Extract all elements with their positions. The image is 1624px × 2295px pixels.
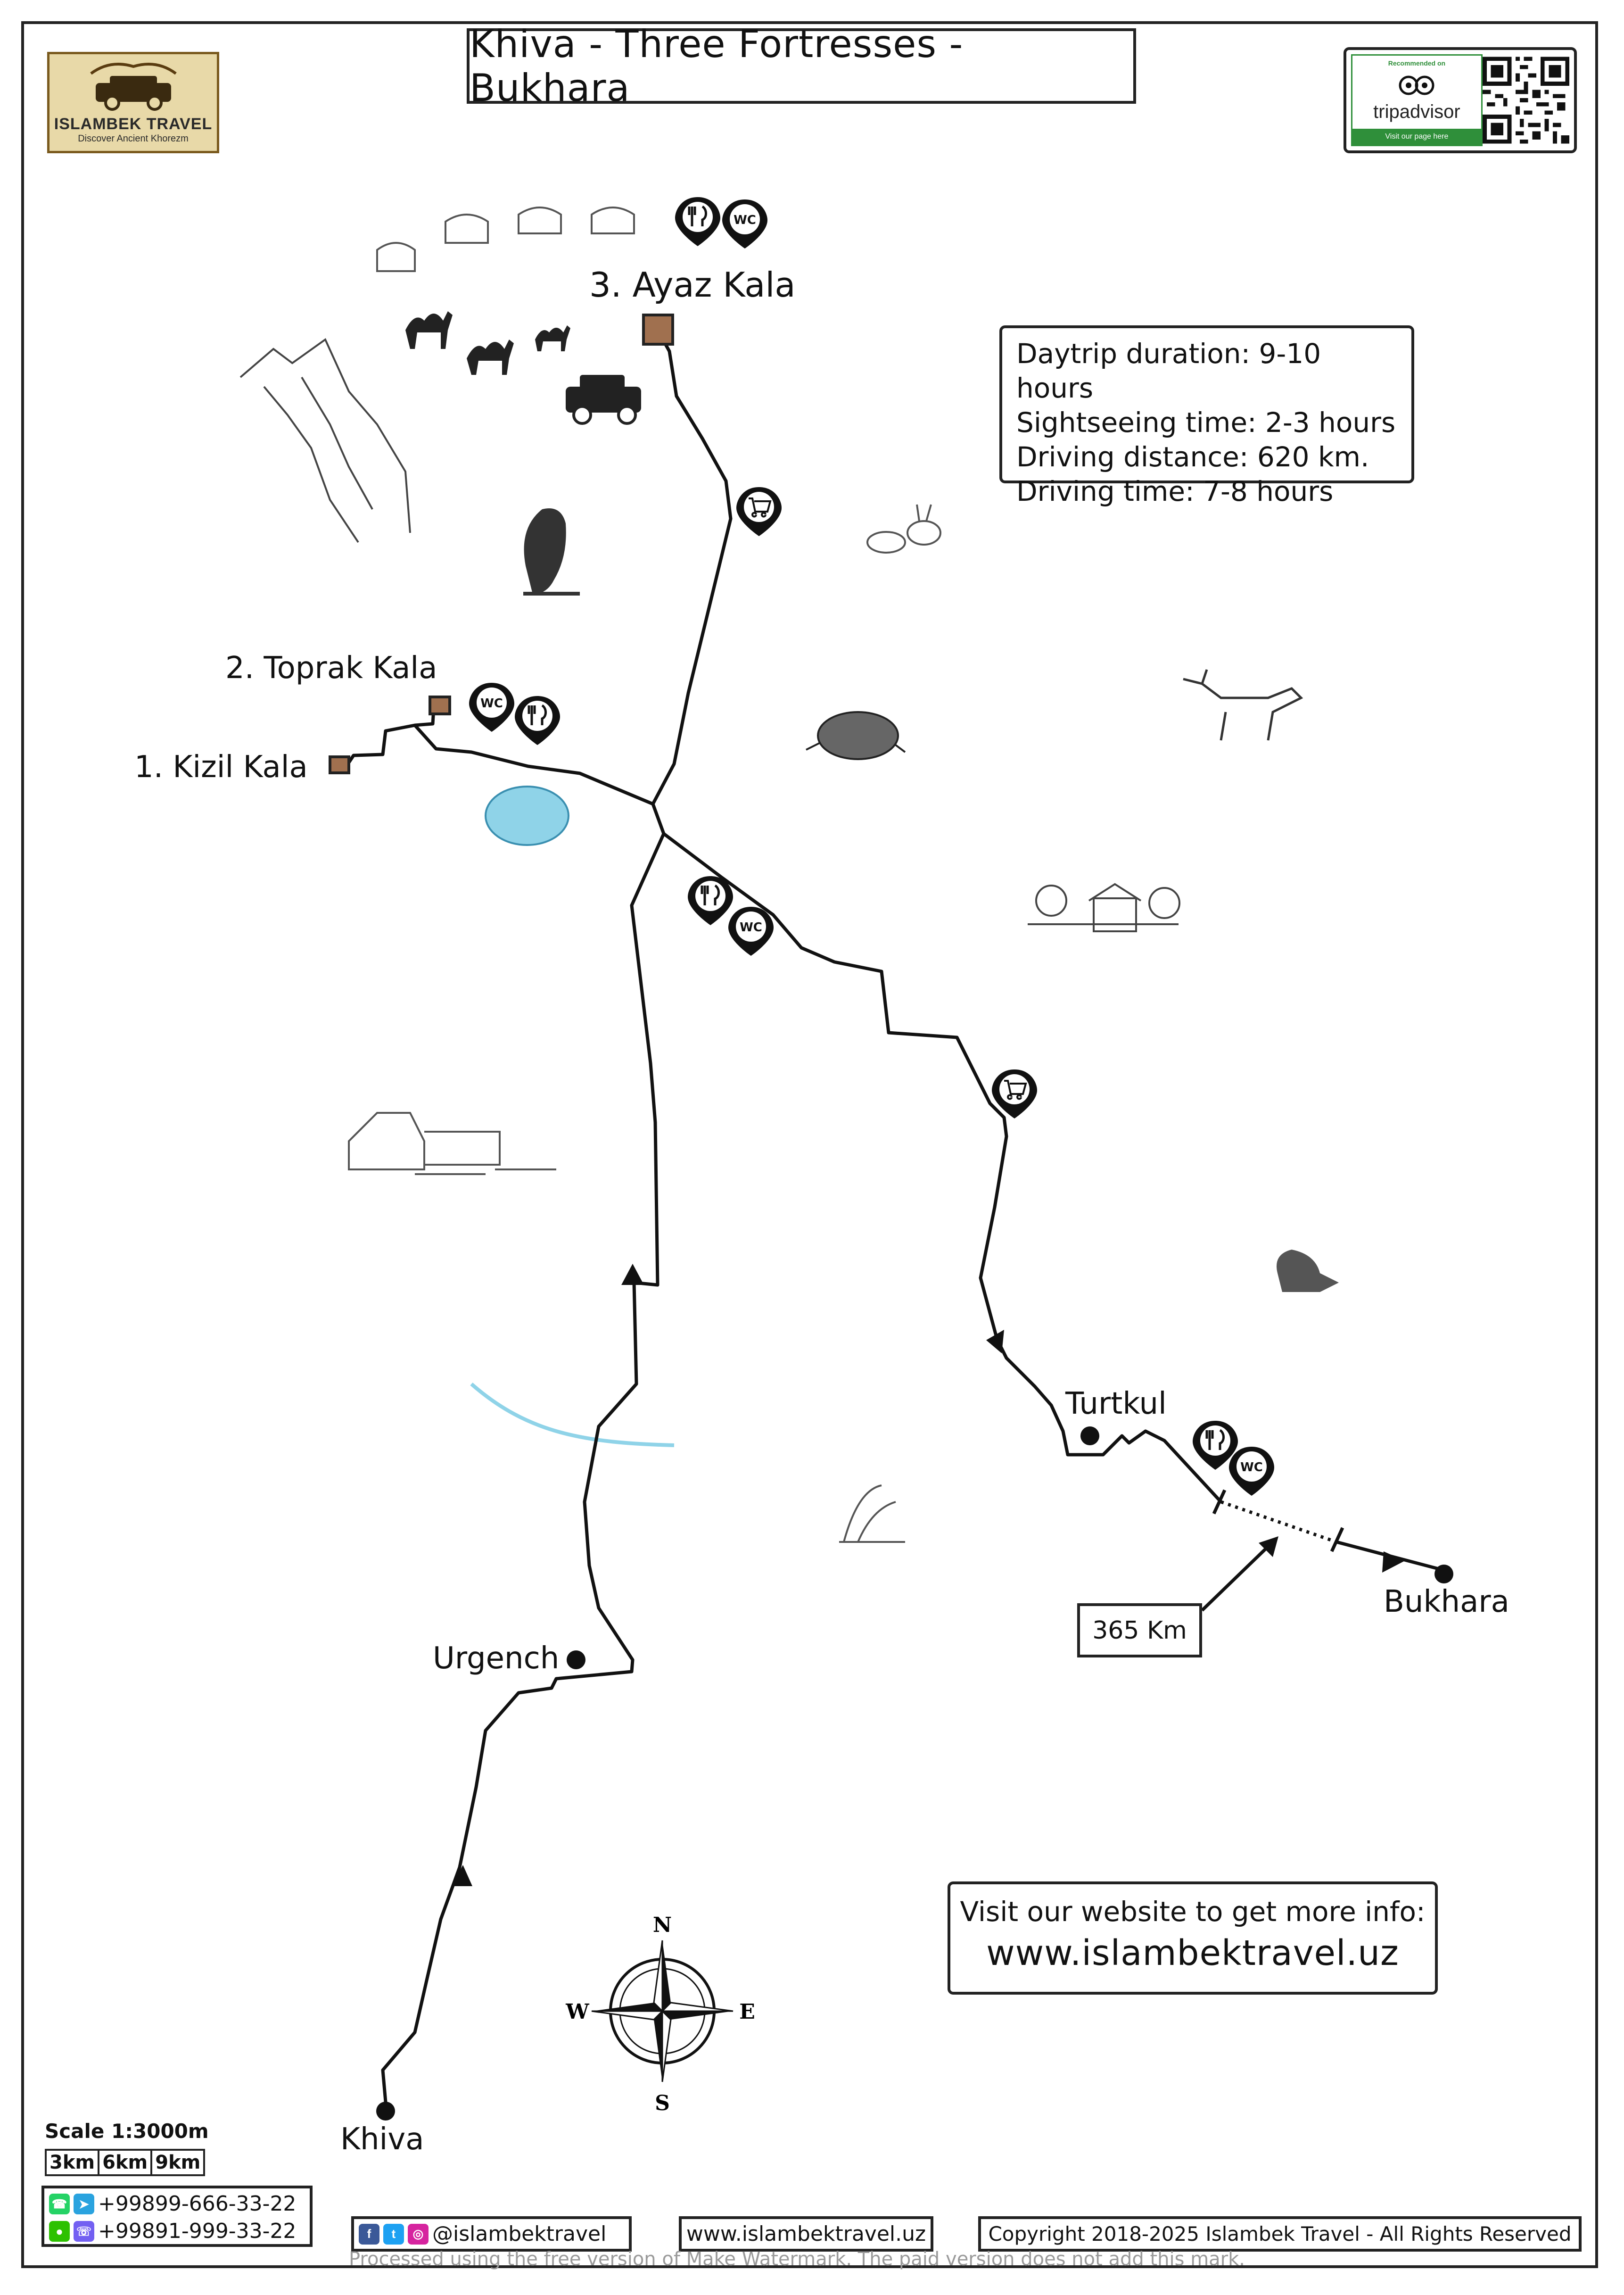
- telegram-icon: ➤: [74, 2194, 94, 2214]
- label-ayaz-kala[interactable]: 3. Ayaz Kala: [589, 265, 796, 305]
- scale-cell: 3km: [47, 2151, 99, 2174]
- facebook-icon[interactable]: f: [359, 2224, 379, 2245]
- logo-tagline: Discover Ancient Khorezm: [78, 133, 189, 144]
- website-url[interactable]: www.islambektravel.uz: [986, 1933, 1399, 1973]
- label-toprak-kala[interactable]: 2. Toprak Kala: [225, 651, 437, 686]
- label-bukhara[interactable]: Bukhara: [1384, 1584, 1509, 1619]
- info-driving-time: Driving time: 7-8 hours: [1016, 475, 1334, 507]
- tripadvisor-badge[interactable]: [1351, 54, 1483, 146]
- instagram-icon[interactable]: ◎: [408, 2224, 429, 2245]
- label-kizil-kala[interactable]: 1. Kizil Kala: [134, 750, 308, 785]
- logo-name: ISLAMBEK TRAVEL: [54, 115, 213, 133]
- info-duration: Daytrip duration: 9-10 hours: [1016, 338, 1321, 404]
- tripadvisor-panel[interactable]: [1344, 47, 1577, 153]
- info-distance: Driving distance: 620 km.: [1016, 441, 1369, 473]
- label-turtkul[interactable]: Turtkul: [1065, 1386, 1167, 1421]
- suv-car-icon: [82, 59, 185, 111]
- social-handle-box[interactable]: [351, 2216, 632, 2252]
- owl-icon: [1395, 73, 1438, 96]
- twitter-icon[interactable]: t: [383, 2224, 404, 2245]
- whatsapp-icon: ☎: [49, 2194, 70, 2214]
- footer-website[interactable]: www.islambektravel.uz: [679, 2216, 933, 2252]
- wc-icon: WC: [734, 213, 756, 227]
- map-title: Khiva - Three Fortresses - Bukhara: [467, 28, 1136, 104]
- tripadvisor-visit-link[interactable]: Visit our page here: [1352, 129, 1481, 145]
- wc-icon: WC: [740, 920, 762, 935]
- website-info-caption: Visit our website to get more info:: [960, 1896, 1426, 1928]
- qr-code-icon[interactable]: [1483, 57, 1569, 144]
- compass-south: S: [655, 2091, 670, 2115]
- wc-icon: WC: [480, 696, 503, 711]
- wechat-icon: ●: [49, 2221, 70, 2242]
- tripadvisor-recommended: Recommended on: [1388, 59, 1446, 67]
- phone-number-2[interactable]: +99891-999-33-22: [98, 2219, 297, 2243]
- compass-west: W: [566, 2000, 589, 2024]
- islambek-travel-logo[interactable]: [47, 52, 219, 153]
- tripadvisor-name: tripadvisor: [1373, 101, 1460, 123]
- social-handle[interactable]: @islambektravel: [432, 2222, 607, 2246]
- wc-icon: WC: [1240, 1460, 1263, 1475]
- compass-east: E: [739, 2000, 755, 2024]
- phone-number-1[interactable]: +99899-666-33-22: [98, 2192, 297, 2216]
- label-urgench[interactable]: Urgench: [433, 1641, 560, 1676]
- distance-label: 365 Km: [1077, 1603, 1202, 1657]
- watermark-notice: Processed using the free version of Make Watermark. The paid version does not add this mark.: [349, 2248, 1245, 2270]
- trip-info-box: [999, 325, 1414, 507]
- phone-contacts: [41, 2186, 313, 2247]
- scale-cell: 9km: [155, 2152, 201, 2173]
- website-info-box[interactable]: [948, 1881, 1438, 1995]
- compass-north: N: [652, 1913, 672, 1937]
- scale-label: Scale 1:3000m: [45, 2120, 209, 2143]
- viber-icon: ☏: [74, 2221, 94, 2242]
- label-khiva[interactable]: Khiva: [340, 2122, 424, 2157]
- info-sightseeing: Sightseeing time: 2-3 hours: [1016, 406, 1396, 439]
- copyright-notice: Copyright 2018-2025 Islambek Travel - All Rights Reserved: [978, 2216, 1582, 2252]
- scale-cell: 6km: [99, 2151, 152, 2174]
- scale-bar: [45, 2149, 205, 2176]
